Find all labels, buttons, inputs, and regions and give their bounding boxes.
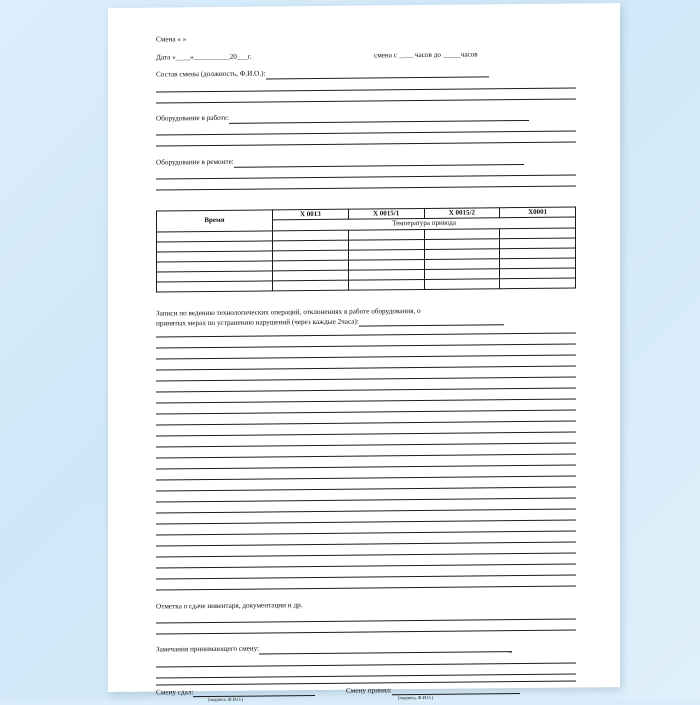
date-label: Дата «____»__________20___г. xyxy=(156,52,252,61)
staff-label: Состав смены (должность, Ф.И.О.): xyxy=(156,70,266,79)
notes-lines xyxy=(156,324,576,591)
inventory-label: Отметка о сдаче инвентаря, документации и др. xyxy=(156,601,303,610)
table-cell[interactable] xyxy=(424,278,500,289)
remarks-label: Замечания принимающего смену: xyxy=(156,645,259,654)
signature-caption-1: (подпись, Ф.И.О.) xyxy=(208,697,243,704)
table-header-time: Время xyxy=(157,210,273,232)
table-header-col-2: X 0015/2 xyxy=(424,207,500,218)
spacer xyxy=(156,188,576,206)
notes-label-line2: принятых мерах по устранению нарушений (через каждые 2часа): xyxy=(156,317,359,327)
table-span-header: Температура привода xyxy=(273,217,576,230)
table-header-col-3: X0001 xyxy=(500,207,576,218)
table-cell[interactable] xyxy=(500,278,576,289)
temperature-table xyxy=(156,206,576,292)
table-header-col-0: X 0013 xyxy=(273,209,349,220)
handed-over-label: Смену сдал: xyxy=(156,688,193,696)
equipment-working-fill-line[interactable] xyxy=(229,113,529,124)
notes-fill-line[interactable] xyxy=(359,317,504,326)
table-cell[interactable] xyxy=(273,280,349,291)
shift-label: Смена « » xyxy=(156,35,186,43)
remarks-fill-line[interactable] xyxy=(259,644,512,654)
document-page xyxy=(108,3,620,692)
accepted-label: Смену принял: xyxy=(346,686,392,694)
equipment-repair-label: Оборудование в ремонте: xyxy=(156,158,234,167)
remarks-fill-line[interactable] xyxy=(156,665,576,679)
notes-label-line1: Записи по ведению технологических операций, отклонениях в работе оборудования, о xyxy=(156,304,576,318)
table-cell[interactable] xyxy=(157,281,273,292)
staff-fill-line[interactable] xyxy=(266,70,489,80)
table-cell[interactable] xyxy=(348,279,424,290)
shift-hours-label: смена с ____ часов до _____часов xyxy=(374,50,478,61)
table-header-col-1: X 0015/1 xyxy=(348,208,424,219)
signature-caption-2: (подпись, Ф.И.О.) xyxy=(398,695,433,702)
document-body xyxy=(156,32,576,705)
equipment-working-label: Оборудование в работе: xyxy=(156,114,229,123)
equipment-repair-fill-line[interactable] xyxy=(234,157,524,168)
